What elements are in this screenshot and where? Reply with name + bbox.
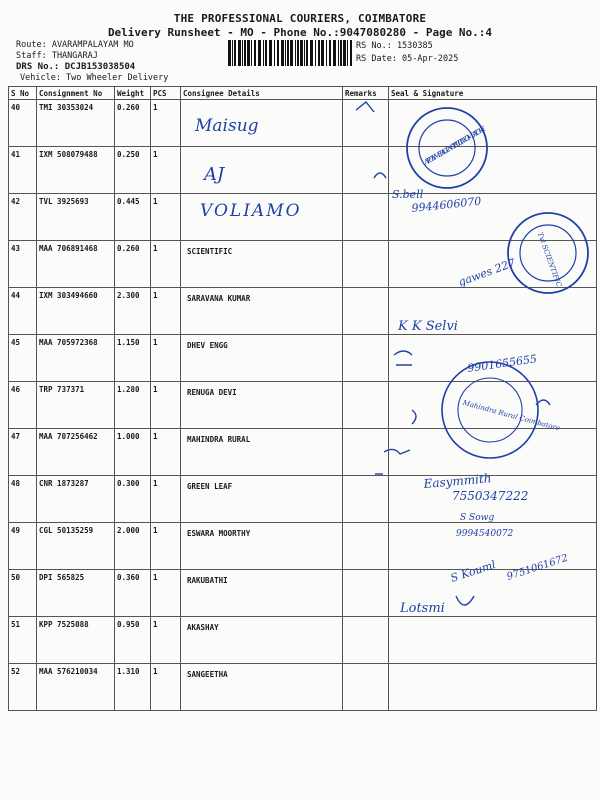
r41-name: AJ xyxy=(204,164,225,185)
col-consignment: Consignment No xyxy=(37,87,115,100)
cell-pcs: 1 xyxy=(151,617,181,664)
cell-consignment: CNR 1873287 xyxy=(37,476,115,523)
stamp2-text: Tvl SCIENTIFIC xyxy=(535,231,564,289)
cell-consignment: DPI 565825 xyxy=(37,570,115,617)
cell-pcs: 1 xyxy=(151,382,181,429)
col-seal-signature: Seal & Signature xyxy=(389,87,597,100)
cell-consignee: RAKUBATHI xyxy=(181,570,343,617)
r50-sign: S Sowg xyxy=(460,513,495,523)
cell-pcs: 1 xyxy=(151,194,181,241)
cell-seal-signature xyxy=(389,382,597,429)
staff-label: Staff: THANGARAJ xyxy=(16,51,98,61)
rs-no-label: RS No.: 1530385 xyxy=(356,41,433,51)
cell-remarks xyxy=(343,382,389,429)
table-row xyxy=(9,147,597,194)
r50-phone: 9994540072 xyxy=(456,529,514,539)
cell-seal-signature xyxy=(389,570,597,617)
r45-sign: K K Selvi xyxy=(398,319,458,334)
cell-consignment: IXM 303494660 xyxy=(37,288,115,335)
cell-pcs: 1 xyxy=(151,100,181,147)
cell-consignee: GREEN LEAF xyxy=(181,476,343,523)
r49-phone: 7550347222 xyxy=(452,489,529,503)
cell-consignee xyxy=(181,194,343,241)
cell-remarks xyxy=(343,288,389,335)
cell-consignee xyxy=(181,147,343,194)
r44-num: gawes 227 xyxy=(456,256,518,289)
cell-consignee: ESWARA MOORTHY xyxy=(181,523,343,570)
cell-weight: 1.280 xyxy=(115,382,151,429)
r42-name: VOLIAMO xyxy=(200,201,302,221)
cell-remarks xyxy=(343,147,389,194)
cell-weight: 2.000 xyxy=(115,523,151,570)
cell-pcs: 1 xyxy=(151,664,181,711)
cell-sno: 40 xyxy=(9,100,37,147)
cell-seal-signature xyxy=(389,241,597,288)
r52-sign: Lotsmi xyxy=(400,601,445,616)
stamp1-text: AT POLYMER AGENCY PVT LTD COIMBATORE xyxy=(422,124,488,167)
cell-consignee xyxy=(181,100,343,147)
table-row xyxy=(9,382,597,429)
cell-sno: 48 xyxy=(9,476,37,523)
col-sno: S No xyxy=(9,87,37,100)
runsheet-subtitle: Delivery Runsheet - MO - Phone No.:9047080280 - Page No.:4 xyxy=(107,26,493,39)
cell-consignment: MAA 576210034 xyxy=(37,664,115,711)
cell-weight: 1.000 xyxy=(115,429,151,476)
cell-consignee: MAHINDRA RURAL xyxy=(181,429,343,476)
table-row xyxy=(9,241,597,288)
cell-weight: 0.300 xyxy=(115,476,151,523)
table-row xyxy=(9,100,597,147)
table-row xyxy=(9,335,597,382)
cell-seal-signature xyxy=(389,429,597,476)
cell-weight: 0.250 xyxy=(115,147,151,194)
r46-phone: 9901655655 xyxy=(466,352,538,375)
cell-sno: 42 xyxy=(9,194,37,241)
cell-pcs: 1 xyxy=(151,335,181,382)
table-row xyxy=(9,194,597,241)
table-row xyxy=(9,429,597,476)
cell-sno: 41 xyxy=(9,147,37,194)
cell-consignment: MAA 706891468 xyxy=(37,241,115,288)
barcode xyxy=(228,40,352,66)
cell-remarks xyxy=(343,429,389,476)
cell-pcs: 1 xyxy=(151,429,181,476)
cell-remarks xyxy=(343,100,389,147)
rs-date-label: RS Date: 05-Apr-2025 xyxy=(356,54,459,64)
cell-consignee: DHEV ENGG xyxy=(181,335,343,382)
cell-pcs: 1 xyxy=(151,288,181,335)
cell-consignment: IXM 508079488 xyxy=(37,147,115,194)
cell-pcs: 1 xyxy=(151,476,181,523)
meta-left xyxy=(16,40,135,73)
cell-consignment: TRP 737371 xyxy=(37,382,115,429)
cell-remarks xyxy=(343,476,389,523)
table-row xyxy=(9,617,597,664)
cell-seal-signature xyxy=(389,476,597,523)
table-row xyxy=(9,523,597,570)
meta-right xyxy=(356,40,458,66)
table-row xyxy=(9,288,597,335)
cell-remarks xyxy=(343,570,389,617)
cell-sno: 43 xyxy=(9,241,37,288)
cell-seal-signature xyxy=(389,194,597,241)
cell-weight: 0.260 xyxy=(115,100,151,147)
cell-remarks xyxy=(343,335,389,382)
cell-seal-signature xyxy=(389,100,597,147)
cell-sno: 46 xyxy=(9,382,37,429)
runsheet-table xyxy=(8,86,597,711)
cell-weight: 0.360 xyxy=(115,570,151,617)
cell-remarks xyxy=(343,194,389,241)
col-remarks: Remarks xyxy=(343,87,389,100)
cell-remarks xyxy=(343,241,389,288)
vehicle-label: Vehicle: Two Wheeler Delivery xyxy=(20,73,169,83)
cell-sno: 49 xyxy=(9,523,37,570)
route-label: Route: AVARAMPALAYAM MO xyxy=(16,40,134,50)
cell-consignee: SANGEETHA xyxy=(181,664,343,711)
table-row xyxy=(9,570,597,617)
col-consignee: Consignee Details xyxy=(181,87,343,100)
table-row xyxy=(9,476,597,523)
cell-consignment: KPP 7525088 xyxy=(37,617,115,664)
cell-consignment: MAA 705972368 xyxy=(37,335,115,382)
cell-sno: 51 xyxy=(9,617,37,664)
cell-seal-signature xyxy=(389,288,597,335)
cell-consignee: RENUGA DEVI xyxy=(181,382,343,429)
cell-weight: 1.150 xyxy=(115,335,151,382)
cell-pcs: 1 xyxy=(151,241,181,288)
cell-sno: 47 xyxy=(9,429,37,476)
cell-remarks xyxy=(343,664,389,711)
cell-sno: 52 xyxy=(9,664,37,711)
cell-seal-signature xyxy=(389,523,597,570)
cell-seal-signature xyxy=(389,617,597,664)
cell-consignee: SCIENTIFIC xyxy=(181,241,343,288)
r49-sign: Easymmith xyxy=(423,471,493,491)
cell-pcs: 1 xyxy=(151,570,181,617)
cell-consignment: CGL 50135259 xyxy=(37,523,115,570)
cell-seal-signature xyxy=(389,147,597,194)
cell-weight: 2.300 xyxy=(115,288,151,335)
cell-seal-signature xyxy=(389,664,597,711)
cell-sno: 44 xyxy=(9,288,37,335)
cell-weight: 0.260 xyxy=(115,241,151,288)
drs-label: DRS No.: DCJB153038504 xyxy=(16,62,136,72)
col-weight: Weight xyxy=(115,87,151,100)
r42-sign: S.bell xyxy=(392,188,424,201)
table-header-row xyxy=(9,87,597,100)
company-title: THE PROFESSIONAL COURIERS, COIMBATORE xyxy=(173,12,427,25)
cell-remarks xyxy=(343,523,389,570)
cell-pcs: 1 xyxy=(151,523,181,570)
cell-weight: 0.950 xyxy=(115,617,151,664)
cell-consignment: TVL 3925693 xyxy=(37,194,115,241)
cell-consignee: AKASHAY xyxy=(181,617,343,664)
cell-weight: 0.445 xyxy=(115,194,151,241)
r51-phone: 9751061672 xyxy=(505,552,570,583)
cell-consignee: SARAVANA KUMAR xyxy=(181,288,343,335)
cell-consignment: MAA 707256462 xyxy=(37,429,115,476)
r40-name: Maisug xyxy=(195,116,259,136)
cell-remarks xyxy=(343,617,389,664)
table-row xyxy=(9,664,597,711)
r42-phone: 9944606070 xyxy=(410,194,482,215)
r51-sign: S Kouml xyxy=(448,558,498,585)
cell-consignment: TMI 30353024 xyxy=(37,100,115,147)
cell-seal-signature xyxy=(389,335,597,382)
col-pcs: PCS xyxy=(151,87,181,100)
stamp3-text: Mahindra Rural Coimbatore xyxy=(461,398,561,433)
cell-pcs: 1 xyxy=(151,147,181,194)
cell-weight: 1.310 xyxy=(115,664,151,711)
cell-sno: 50 xyxy=(9,570,37,617)
cell-sno: 45 xyxy=(9,335,37,382)
